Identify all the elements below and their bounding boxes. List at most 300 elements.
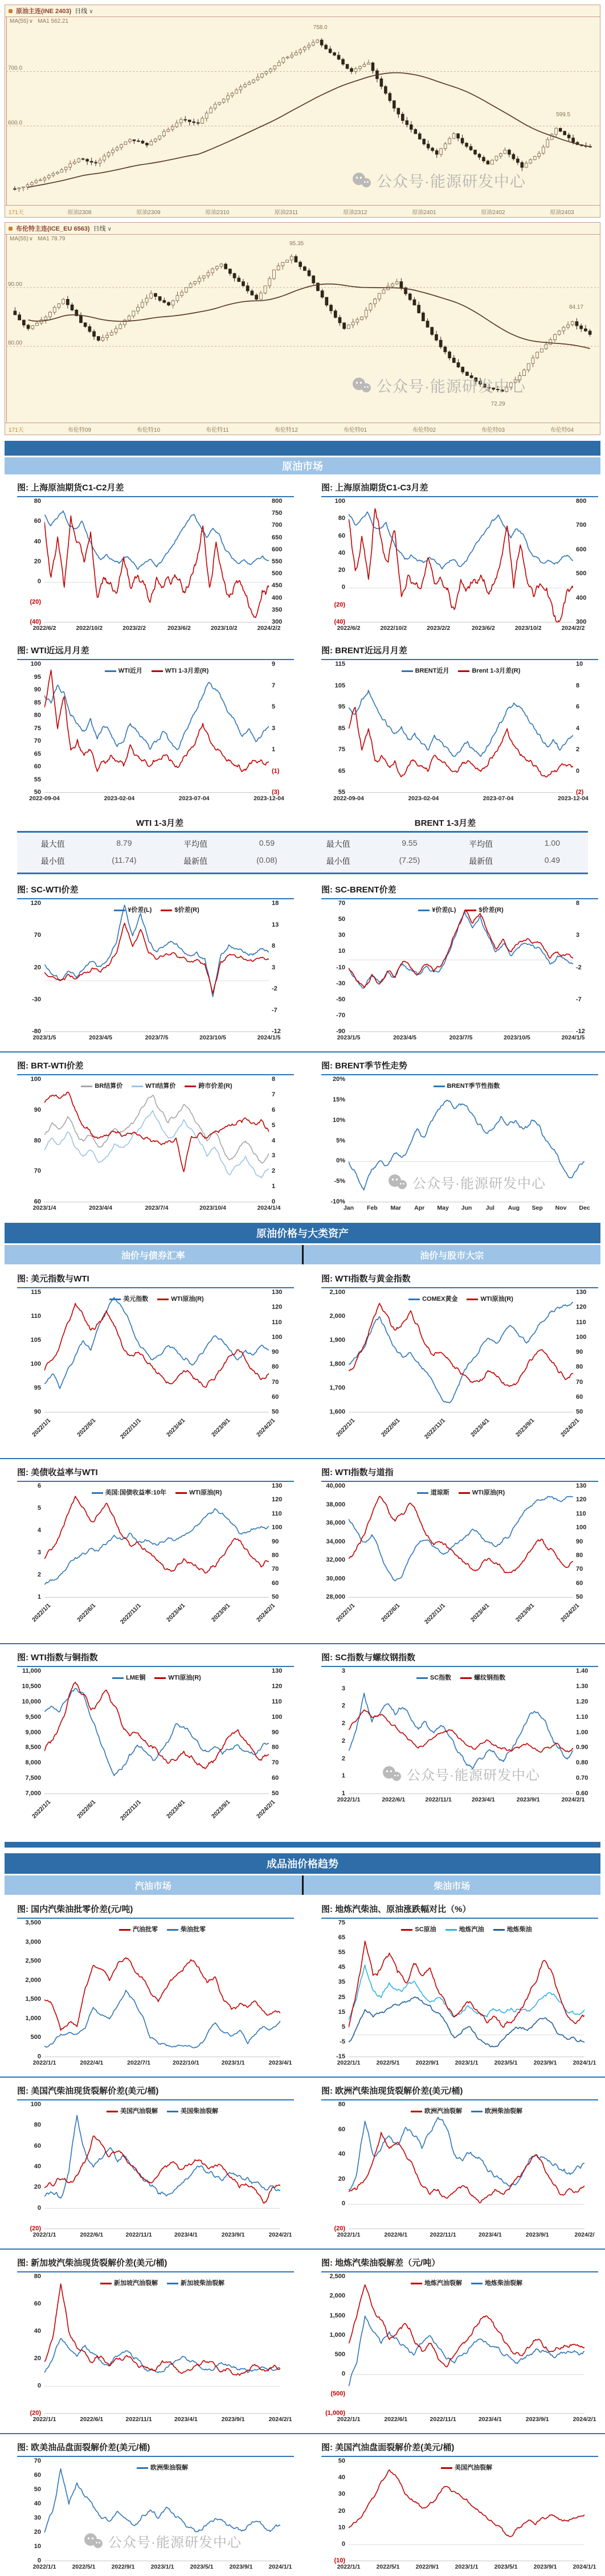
chart-legend: [349, 905, 573, 914]
legend-swatch: [175, 1492, 187, 1494]
legend-label: 道琼斯: [430, 1489, 449, 1496]
period-selector[interactable]: 日线 ∨: [75, 6, 93, 15]
axis-tick: 25: [338, 1993, 345, 2001]
chart-plot: [44, 2277, 280, 2414]
axis-tick: 90: [34, 686, 41, 693]
chart-plot: [44, 1923, 280, 2057]
contract-tick-label: 原油2308: [67, 209, 92, 216]
y-axis-left: [321, 900, 349, 1035]
legend-item: [467, 1294, 513, 1303]
axis-tick: 60: [272, 1775, 279, 1782]
axis-tick: 2022/10/1: [173, 2059, 199, 2066]
axis-tick: 2023/5/1: [190, 2563, 214, 2570]
axis-tick: 8: [576, 900, 580, 907]
axis-tick: -5: [340, 2038, 345, 2045]
axis-tick: 2023/1/4: [32, 1205, 56, 1211]
y-axis-right: [573, 498, 598, 625]
axis-tick: 75: [338, 746, 345, 753]
axis-tick: 35: [338, 1979, 345, 1986]
axis-tick: 2022/11/1: [423, 1602, 447, 1626]
axis-tick: 3,500: [25, 1919, 41, 1926]
axis-tick: 50: [576, 1408, 583, 1415]
axis-tick: 2022/11/1: [118, 1799, 142, 1823]
subsection-banner: [5, 1875, 600, 1895]
chevron-down-icon: ∨: [28, 18, 34, 24]
axis-tick: 80: [272, 1551, 279, 1559]
axis-tick: 2023/10/4: [199, 1205, 226, 1211]
axis-tick: 2023/1/5: [337, 1034, 361, 1041]
x-axis: [321, 1794, 598, 1805]
axis-tick: 2022/6/1: [75, 1602, 97, 1624]
axis-tick: 1,500: [25, 1996, 41, 2003]
chart-plot: [349, 2462, 584, 2561]
legend-label: COMEX黄金: [422, 1296, 458, 1303]
legend-swatch: [471, 2283, 483, 2284]
chart-title: 图: 上海原油期货C1-C2月差: [17, 480, 294, 497]
chart-body: [17, 900, 294, 1035]
chart-legend: [44, 2278, 280, 2287]
legend-swatch: [167, 1929, 178, 1931]
candlestick-chart-brent: [5, 222, 600, 435]
axis-tick: 2023/9/1: [514, 1602, 536, 1624]
axis-tick: 90: [272, 1729, 279, 1736]
axis-tick: 2022/6/1: [75, 1417, 97, 1439]
axis-tick: -70: [336, 1011, 345, 1019]
axis-tick: 130: [272, 1482, 283, 1489]
legend-swatch: [157, 1299, 169, 1300]
axis-tick: 2024/1/5: [257, 1034, 281, 1041]
chart-plot: [44, 502, 269, 623]
legend-label: SC指数: [430, 1674, 452, 1681]
axis-tick: 65: [338, 1934, 345, 1942]
y-axis-left: [17, 2273, 44, 2417]
legend-label: WTI原油(R): [171, 1296, 204, 1303]
axis-tick: 80: [338, 2101, 345, 2108]
axis-tick: 0: [37, 2557, 41, 2564]
contract-tick-label: 布伦特01: [343, 427, 367, 433]
contract-tick-label: 171天: [9, 427, 24, 433]
svg-text:700.0: 700.0: [8, 65, 23, 72]
axis-tick: 2023/10/2: [514, 625, 542, 632]
axis-tick: 18: [272, 900, 279, 907]
y-axis-left: [17, 498, 44, 625]
chart-r3l: [17, 882, 294, 1043]
chart-plot: [44, 1672, 269, 1794]
stats-table-header: [17, 817, 588, 831]
axis-tick: 4: [576, 724, 580, 732]
axis-tick: 5: [37, 1505, 41, 1512]
axis-tick: 800: [576, 498, 587, 505]
axis-tick: 2022/6/2: [337, 625, 361, 632]
axis-tick: 2022/6/1: [80, 2231, 104, 2238]
axis-tick: 2023/5/1: [494, 2059, 518, 2066]
chart-plot-area: [349, 665, 573, 793]
axis-tick: 50: [272, 1594, 279, 1600]
axis-tick: 5: [272, 1121, 276, 1129]
axis-tick: 2023/4/1: [174, 2231, 198, 2238]
chart-plot-area: [349, 502, 573, 623]
chart-plot-area: [44, 502, 269, 623]
chart-title: 图: 美元指数与WTI: [17, 1271, 294, 1288]
chart-plot-area: [44, 2277, 280, 2414]
axis-tick: 95: [34, 673, 41, 681]
y-axis-right: [573, 900, 598, 1035]
chart-body: [17, 1919, 294, 2060]
chart-title: 图: 地炼汽柴油裂解差（元/吨）: [321, 2255, 598, 2272]
legend-item: [185, 1081, 232, 1090]
axis-tick: 2023/1/1: [150, 2563, 174, 2570]
x-axis: [17, 1794, 294, 1832]
legend-label: 汽油批零: [133, 1926, 158, 1933]
axis-tick: 2023/9/1: [210, 1417, 232, 1439]
axis-tick: 400: [272, 594, 283, 601]
candlestick-plot: [5, 235, 600, 423]
axis-tick: 2022/1/1: [32, 2416, 56, 2423]
chart-row: [0, 1896, 605, 2072]
axis-tick: 5: [341, 2023, 345, 2030]
chart-plot-area: [44, 1672, 269, 1794]
axis-tick: 2024/2/2: [561, 625, 585, 632]
axis-tick: 10%: [332, 1116, 345, 1124]
svg-text:84.17: 84.17: [569, 304, 583, 310]
chart-plot-area: [349, 1923, 584, 2057]
instrument-icon: [9, 9, 13, 13]
axis-tick: 80: [34, 498, 41, 505]
y-axis-right: [269, 900, 294, 1035]
axis-tick: 450: [272, 582, 283, 589]
axis-tick: (20): [30, 2225, 41, 2232]
x-axis: [17, 2414, 294, 2425]
axis-tick: 2,000: [329, 1313, 345, 1320]
axis-tick: 2023/6/2: [167, 625, 191, 632]
axis-tick: 1: [272, 746, 276, 753]
ma-indicator-label[interactable]: MA(55)∨ MA1 562.21: [10, 18, 69, 24]
axis-tick: 2022-09-04: [333, 795, 364, 802]
section-banner-assets: 原油价格与大类资产: [5, 1223, 600, 1243]
axis-tick: 2023/9/1: [221, 2231, 245, 2238]
axis-tick: 6: [576, 703, 580, 710]
legend-item: [441, 2463, 492, 2472]
chart-row: [0, 877, 605, 1047]
chart-title: 图: 欧美油品盘面裂解价差(美元/桶): [17, 2440, 294, 2457]
legend-swatch: [408, 1299, 420, 1300]
x-axis: [17, 2561, 294, 2573]
axis-tick: 2023/9/1: [210, 1602, 232, 1624]
stats-header-brent: BRENT 1-3月差: [414, 818, 476, 828]
axis-tick: 80: [34, 2122, 41, 2129]
subsection-banner: [5, 1245, 600, 1264]
chart-rows-products: [0, 1896, 605, 2576]
axis-tick: 80: [576, 1551, 583, 1559]
axis-tick: 2023/1/1: [455, 2059, 479, 2066]
stat-value: 0.59: [259, 838, 275, 847]
axis-tick: 2023/6/2: [471, 625, 495, 632]
axis-tick: 2024/2/: [574, 2231, 595, 2238]
axis-tick: 2: [341, 1720, 345, 1727]
chart-plot-area: [44, 1486, 269, 1598]
axis-tick: 600: [272, 546, 283, 553]
chart-body: [17, 1668, 294, 1797]
legend-swatch: [465, 910, 476, 911]
axis-tick: 70: [34, 932, 41, 939]
legend-item: [100, 2278, 158, 2287]
axis-tick: 2023/4/1: [165, 1417, 187, 1439]
spread-stats-table: [17, 817, 588, 874]
axis-tick: 50: [338, 2458, 345, 2464]
legend-item: [161, 905, 199, 914]
axis-tick: 2023/9/1: [525, 2231, 549, 2238]
chart-r4r: [321, 1058, 598, 1214]
axis-tick: Feb: [367, 1205, 378, 1211]
legend-label: SC原油: [415, 1926, 436, 1933]
chart-title: 图: 欧洲汽柴油现货裂解价差(美元/桶): [321, 2083, 598, 2100]
axis-tick: 80: [272, 1363, 279, 1371]
axis-tick: 2024/2/2: [257, 625, 281, 632]
legend-swatch: [434, 1086, 445, 1087]
legend-item: [154, 1673, 201, 1682]
chart-plot: [349, 502, 573, 623]
legend-swatch: [132, 1086, 143, 1087]
axis-tick: -30: [336, 980, 345, 987]
axis-tick: 60: [338, 2125, 345, 2133]
axis-tick: 2023/7/4: [145, 1205, 169, 1211]
legend-label: 美元指数: [123, 1296, 149, 1303]
axis-tick: 2022/1/1: [335, 1417, 357, 1439]
y-axis-right: [573, 1482, 598, 1600]
section-banner-bar-thin: [5, 1842, 600, 1848]
axis-tick: 90: [272, 1538, 279, 1545]
axis-tick: 2022/6/2: [32, 625, 56, 632]
x-axis: [321, 623, 598, 634]
axis-tick: 0%: [336, 1157, 345, 1165]
y-axis-left: [321, 2101, 349, 2232]
chart-row: [0, 474, 605, 637]
legend-item: [114, 905, 152, 914]
axis-tick: 2023/5/1: [494, 2563, 518, 2570]
chart-r8r: [321, 1902, 598, 2069]
legend-item: [119, 1924, 158, 1934]
chart-plot-area: [349, 1080, 584, 1202]
legend-item: [167, 1924, 206, 1934]
axis-tick: 0.80: [576, 1759, 588, 1767]
axis-tick: 30: [338, 2491, 345, 2498]
axis-tick: 2024/2/1: [268, 2231, 292, 2238]
axis-tick: 2022/11/1: [425, 1796, 452, 1803]
y-axis-left: [17, 1668, 44, 1797]
axis-tick: 2024/1/1: [268, 2563, 292, 2570]
legend-label: $价差(R): [479, 907, 504, 914]
axis-tick: 20: [34, 558, 41, 565]
axis-tick: 2022/10/2: [380, 625, 407, 632]
axis-tick: 500: [334, 2351, 345, 2358]
axis-tick: 2023-07-04: [178, 795, 210, 802]
chart-rows-crude-spreads: [0, 474, 605, 808]
axis-tick: (40): [334, 619, 345, 625]
axis-tick: 40: [338, 549, 345, 556]
legend-item: [465, 905, 503, 914]
axis-tick: -80: [32, 1028, 41, 1035]
axis-tick: -5%: [334, 1178, 345, 1185]
axis-tick: 7: [272, 682, 276, 689]
legend-label: WTI结算价: [145, 1083, 176, 1090]
chart-title: 图: 美债收益率与WTI: [17, 1465, 294, 1482]
chart-plot: [349, 1923, 584, 2057]
chart-body: [17, 2458, 294, 2564]
axis-tick: Dec: [579, 1205, 590, 1211]
axis-tick: 115: [335, 661, 345, 667]
instrument-icon: [9, 227, 13, 231]
axis-tick: 2023-07-04: [483, 795, 514, 802]
x-axis: [321, 1202, 598, 1214]
y-axis-left: [321, 2458, 349, 2564]
axis-tick: 50: [34, 789, 41, 796]
axis-tick: 2023/7/5: [145, 1034, 169, 1041]
chart-legend: [349, 2463, 584, 2472]
axis-tick: 100: [30, 1361, 41, 1367]
axis-tick: 500: [272, 570, 283, 578]
axis-tick: 2022/1/1: [31, 1799, 52, 1820]
chart-plot-area: [44, 904, 269, 1032]
chart-r11r: [321, 2440, 598, 2573]
axis-tick: 0.90: [576, 1744, 588, 1751]
x-axis: [321, 2561, 598, 2573]
axis-tick: 50: [272, 1408, 279, 1415]
legend-swatch: [152, 670, 163, 672]
axis-tick: 90: [576, 1349, 583, 1355]
axis-tick: 2023-02-04: [408, 795, 439, 802]
legend-item: [105, 666, 142, 675]
axis-tick: 120: [272, 1682, 283, 1690]
axis-tick: 2024/1/1: [573, 2563, 596, 2570]
y-axis-right: [269, 1076, 294, 1205]
axis-tick: 1,000: [329, 2331, 345, 2339]
axis-tick: 100: [272, 1713, 283, 1721]
legend-swatch: [445, 1929, 457, 1931]
chart-title: 图: SC-WTI价差: [17, 882, 294, 899]
legend-item: [459, 1488, 505, 1497]
chart-title: 图: WTI指数与黄金指数: [321, 1271, 598, 1288]
x-axis: [321, 2229, 598, 2241]
axis-tick: 80: [338, 515, 345, 522]
chart-r10l: [17, 2255, 294, 2425]
axis-tick: 28,000: [326, 1594, 345, 1600]
axis-tick: 100: [30, 661, 41, 667]
axis-tick: 1: [37, 1594, 41, 1600]
axis-tick: 2023/9/1: [210, 1799, 232, 1820]
axis-tick: 1,800: [329, 1361, 345, 1367]
stats-table-body: [17, 831, 588, 874]
chart-body: [321, 900, 598, 1035]
axis-tick: 2023/1/1: [221, 2059, 245, 2066]
stat-value: 9.55: [402, 838, 418, 847]
axis-tick: 110: [31, 1313, 41, 1320]
chart-body: [321, 1919, 598, 2060]
axis-tick: 2,000: [25, 1976, 41, 1984]
chart-r4l: [17, 1058, 294, 1214]
axis-tick: 3: [272, 724, 276, 732]
legend-label: WTI近月: [118, 667, 142, 674]
legend-label: 欧洲柴油裂解: [150, 2464, 188, 2471]
stat-value: 8.79: [116, 838, 132, 847]
legend-label: 欧洲汽油裂解: [424, 2108, 462, 2115]
watermark-text: 公众号·能源研发中心: [412, 1176, 546, 1191]
axis-tick: -12: [272, 1028, 281, 1035]
axis-tick: -15: [336, 2053, 345, 2060]
y-axis-left: [17, 1076, 44, 1205]
legend-swatch: [137, 2467, 148, 2469]
ma-indicator-label[interactable]: MA(55)∨ MA1 78.79: [10, 236, 66, 242]
y-axis-left: [17, 1919, 44, 2060]
legend-swatch: [105, 670, 116, 672]
axis-tick: 120: [576, 1496, 587, 1504]
axis-tick: Jan: [343, 1205, 354, 1211]
chart-body: [17, 498, 294, 625]
axis-tick: 115: [31, 1289, 41, 1296]
chart-plot: [349, 904, 573, 1032]
axis-tick: 2023/9/1: [533, 2059, 557, 2066]
axis-tick: 2024/2/1: [559, 1417, 581, 1439]
axis-tick: 80: [34, 712, 41, 719]
legend-label: BR结算价: [95, 1083, 123, 1090]
chart-title: 图: SC指数与螺纹钢指数: [321, 1650, 598, 1667]
axis-tick: 20: [338, 567, 345, 574]
legend-item: [107, 2106, 158, 2115]
legend-item: [132, 1081, 175, 1090]
y-axis-left: [321, 1076, 349, 1205]
chart-legend: [349, 666, 573, 675]
chart-body: [321, 1289, 598, 1415]
axis-tick: 75: [338, 1919, 345, 1926]
chart-plot: [349, 1080, 584, 1202]
chart-r5r: [321, 1271, 598, 1450]
axis-tick: 70: [272, 1759, 279, 1767]
x-axis: [17, 1202, 294, 1214]
chart-body: [17, 661, 294, 796]
axis-tick: 2,500: [25, 1957, 41, 1965]
axis-tick: 2024/1/4: [257, 1205, 281, 1211]
axis-tick: (20): [334, 2225, 345, 2232]
axis-tick: 300: [576, 619, 587, 625]
axis-tick: 0: [272, 1198, 276, 1205]
axis-tick: 2023/7/5: [449, 1034, 473, 1041]
stat-label: 最小值: [40, 857, 65, 866]
axis-tick: 5: [272, 703, 276, 710]
axis-tick: 8: [272, 943, 276, 949]
legend-label: 地炼柴油裂解: [485, 2280, 522, 2287]
chart-body: [17, 2273, 294, 2417]
axis-tick: 110: [576, 1510, 586, 1517]
axis-tick: 2,000: [329, 2292, 345, 2300]
axis-tick: 3: [37, 1549, 41, 1556]
axis-tick: 2022/6/1: [379, 1417, 402, 1439]
x-axis: [321, 2057, 598, 2069]
axis-tick: 1: [341, 1772, 345, 1780]
axis-tick: 80: [34, 2273, 41, 2280]
axis-tick: 2023/4/5: [89, 1034, 112, 1041]
period-selector[interactable]: 日线 ∨: [93, 224, 112, 233]
axis-tick: 110: [272, 1510, 282, 1517]
stat-value: (7.25): [399, 855, 420, 865]
axis-tick: -10: [336, 964, 345, 971]
legend-item: [175, 1488, 222, 1497]
axis-tick: 700: [272, 522, 283, 529]
instrument-name: 布伦特主连(ICE_EU 6563): [16, 226, 90, 232]
axis-tick: 0: [341, 2540, 345, 2548]
chart-title: 图: 上海原油期货C1-C3月差: [321, 480, 598, 497]
chart-r8l: [17, 1902, 294, 2069]
axis-tick: 750: [272, 510, 283, 517]
chart-plot-area: [44, 2105, 280, 2229]
